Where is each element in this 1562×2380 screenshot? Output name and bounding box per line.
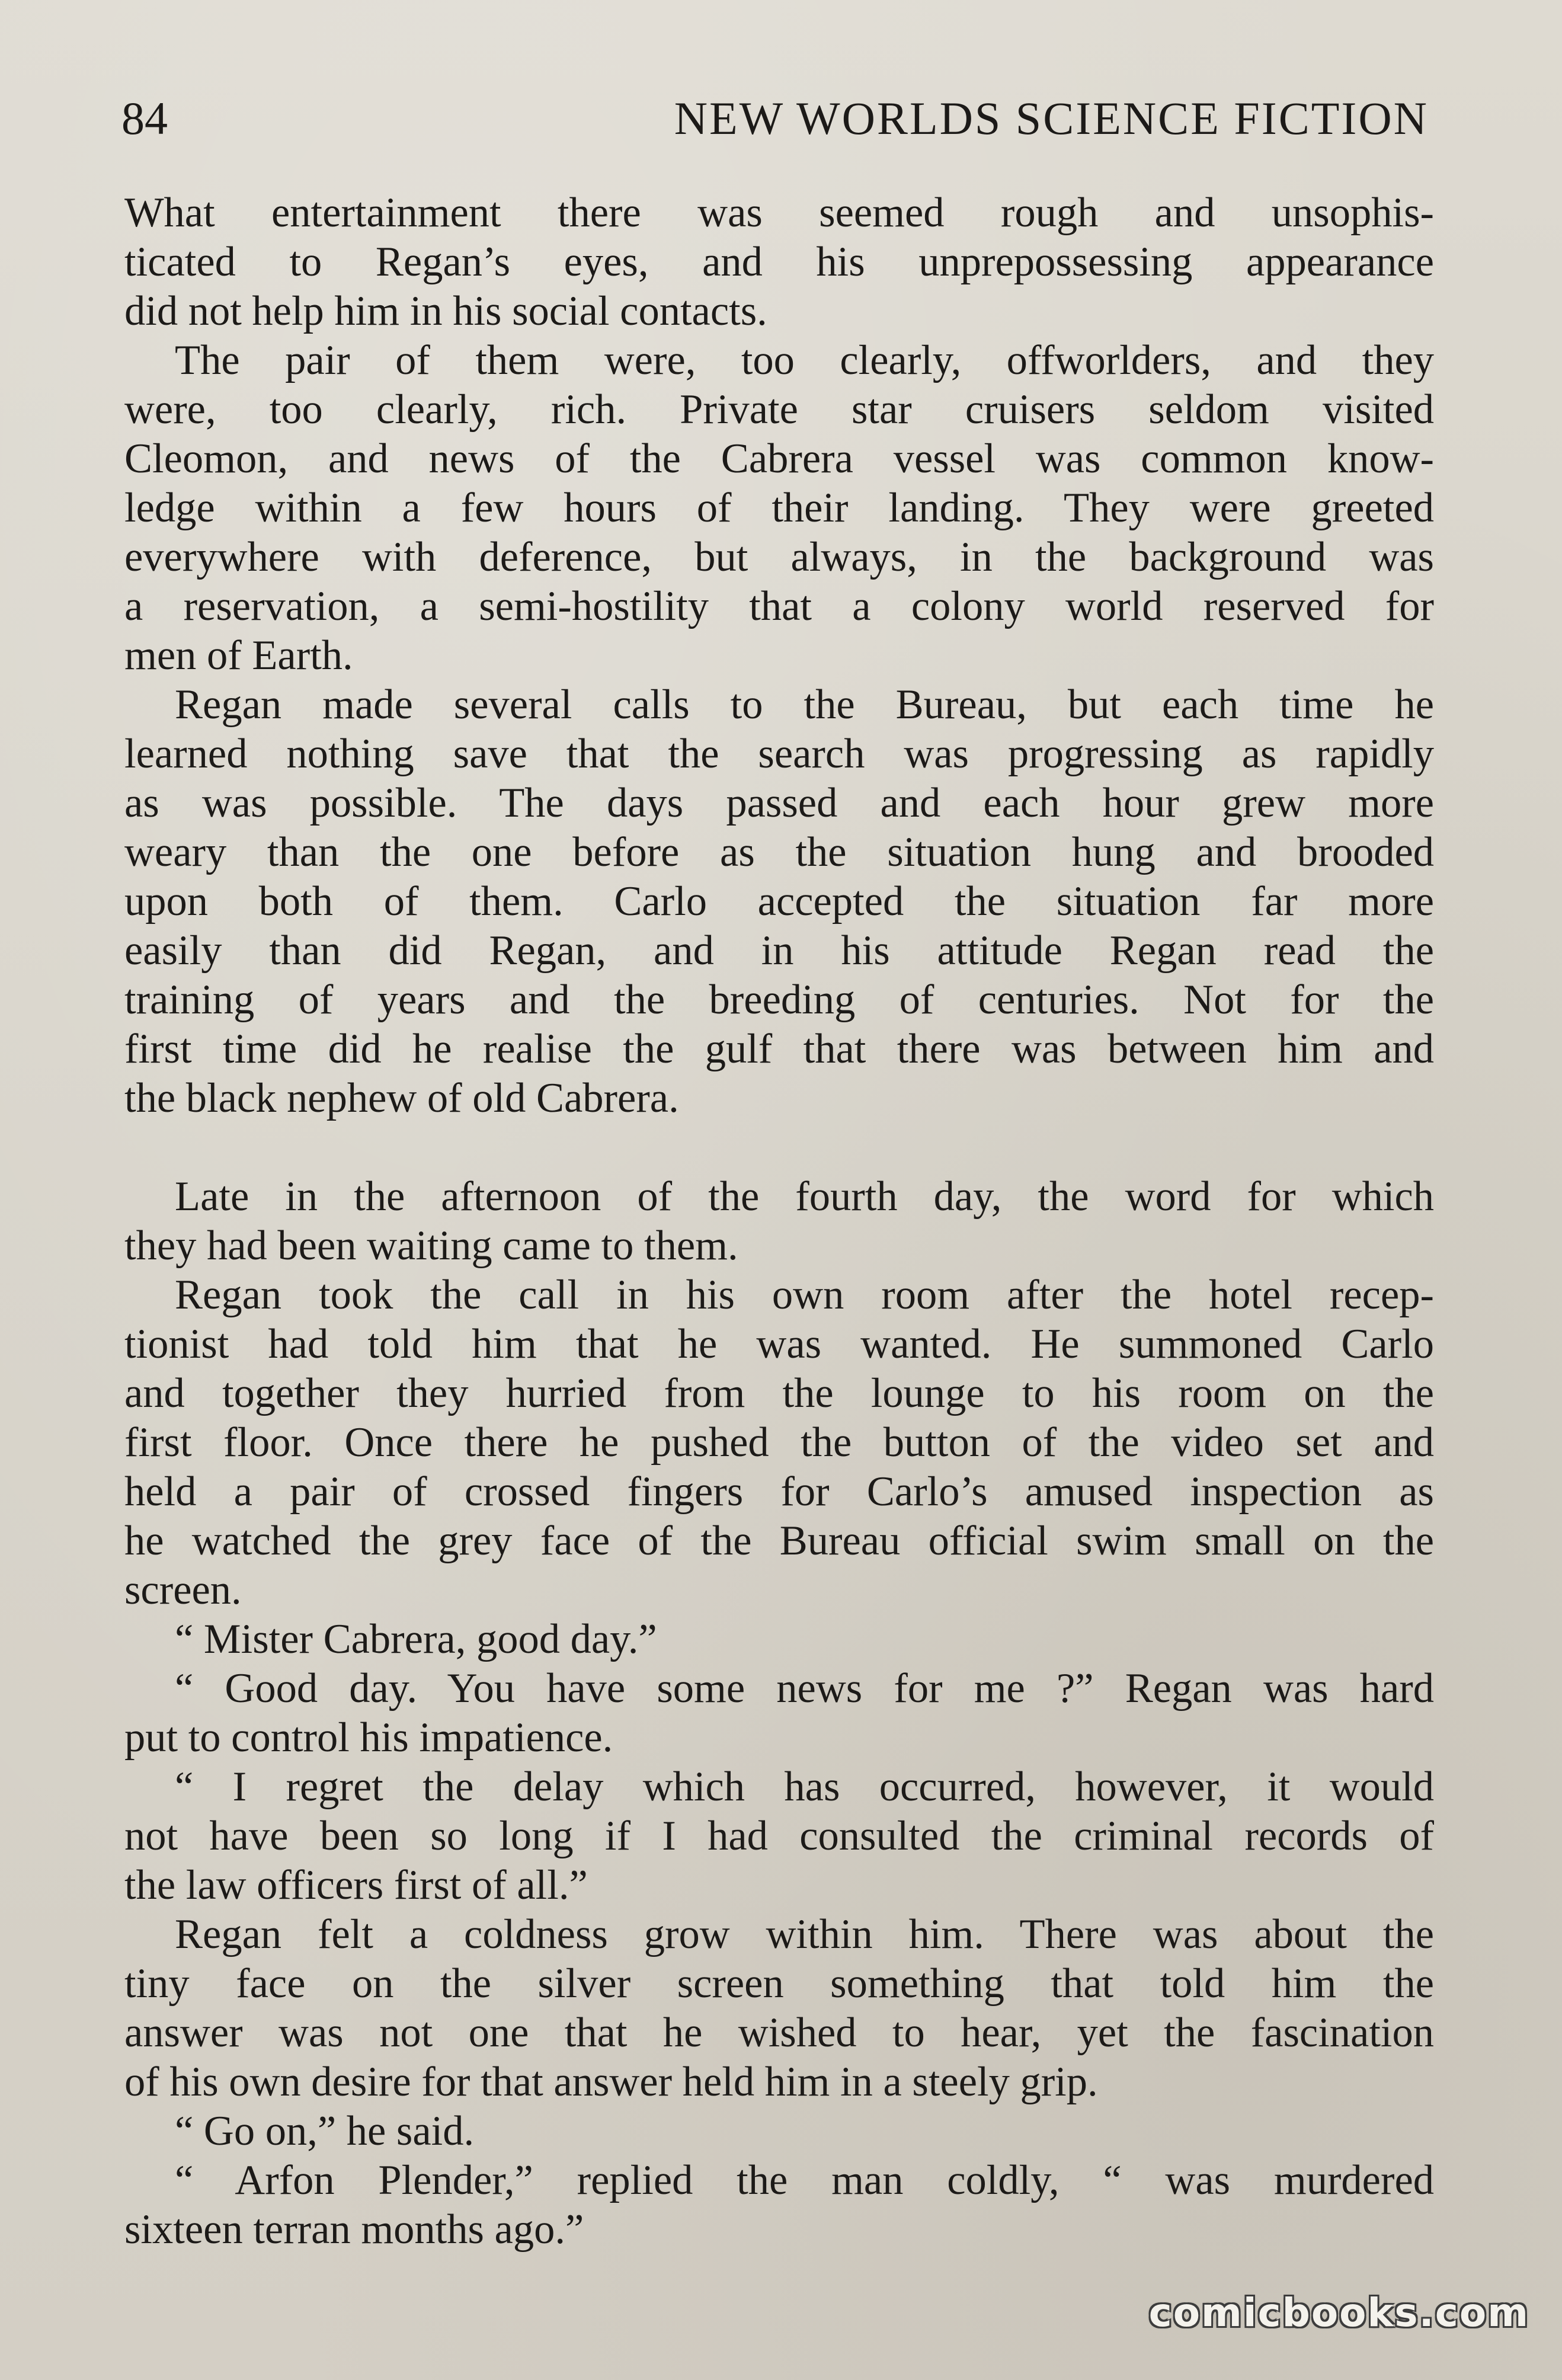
text-line: weary than the one before as the situation hung and brooded xyxy=(124,829,1434,875)
text-line: Regan made several calls to the Bureau, but each time he xyxy=(175,682,1434,728)
text-line: Late in the afternoon of the fourth day, the word for which xyxy=(175,1173,1434,1220)
text-line: “ Mister Cabrera, good day.” xyxy=(175,1616,657,1662)
text-line: “ Arfon Plender,” replied the man coldly, “ was murdered xyxy=(175,2157,1434,2203)
text-line: answer was not one that he wished to hear, yet the fascination xyxy=(124,2010,1434,2056)
text-line: the black nephew of old Cabrera. xyxy=(124,1075,679,1121)
text-line: training of years and the breeding of centuries. Not for the xyxy=(124,977,1434,1023)
text-line: men of Earth. xyxy=(124,632,353,679)
paragraph xyxy=(124,2107,1434,2156)
text-line: tionist had told him that he was wanted. He summoned Carlo xyxy=(124,1321,1434,1367)
text-line: the law officers first of all.” xyxy=(124,1862,588,1908)
text-line: ticated to Regan’s eyes, and his unprepossessing appearance xyxy=(124,239,1434,285)
text-line: learned nothing save that the search was progressing as rapidly xyxy=(124,731,1434,777)
text-line: and together they hurried from the lounge to his room on the xyxy=(124,1370,1434,1416)
text-line: of his own desire for that answer held him in a steely grip. xyxy=(124,2059,1098,2105)
text-line: put to control his impatience. xyxy=(124,1714,613,1761)
text-line: did not help him in his social contacts. xyxy=(124,288,767,334)
paragraph xyxy=(124,1664,1434,1762)
text-line: were, too clearly, rich. Private star cruisers seldom visited xyxy=(124,386,1434,433)
page-number: 84 xyxy=(121,92,168,144)
text-line: “ Go on,” he said. xyxy=(175,2108,475,2154)
text-line: a reservation, a semi-hostility that a colony world reserved for xyxy=(124,583,1434,629)
text-line: as was possible. The days passed and each hour grew more xyxy=(124,780,1434,826)
text-line: he watched the grey face of the Bureau official swim small on the xyxy=(124,1518,1434,1564)
paragraph xyxy=(124,336,1434,680)
paragraph xyxy=(124,2156,1434,2254)
paragraph xyxy=(124,1762,1434,1910)
text-line: Regan took the call in his own room after the hotel recep- xyxy=(175,1272,1434,1318)
page-header xyxy=(121,89,1429,148)
text-line: held a pair of crossed fingers for Carlo’s amused inspection as xyxy=(124,1469,1434,1515)
text-line: they had been waiting came to them. xyxy=(124,1223,738,1269)
running-title: NEW WORLDS SCIENCE FICTION xyxy=(674,92,1429,144)
paragraph xyxy=(124,188,1434,336)
paragraph xyxy=(124,1615,1434,1664)
text-line: upon both of them. Carlo accepted the situation far more xyxy=(124,878,1434,925)
paragraph xyxy=(124,1271,1434,1615)
text-line: Regan felt a coldness grow within him. There was about the xyxy=(175,1911,1434,1957)
text-line: What entertainment there was seemed rough and unsophis- xyxy=(124,190,1434,236)
watermark: comicbooks.com xyxy=(1148,2290,1529,2336)
paragraph xyxy=(124,1172,1434,1271)
body-text xyxy=(124,188,1434,2254)
text-line: tiny face on the silver screen something that told him the xyxy=(124,1960,1434,2007)
text-line: ledge within a few hours of their landing. They were greeted xyxy=(124,485,1434,531)
text-line: “ Good day. You have some news for me ?” Regan was hard xyxy=(175,1665,1434,1712)
text-line: The pair of them were, too clearly, offworlders, and they xyxy=(175,337,1434,383)
text-line: easily than did Regan, and in his attitude Regan read the xyxy=(124,927,1434,974)
text-line: everywhere with deference, but always, in the background was xyxy=(124,534,1434,580)
text-line: not have been so long if I had consulted the criminal records of xyxy=(124,1813,1434,1859)
text-line: screen. xyxy=(124,1567,242,1613)
paragraph xyxy=(124,680,1434,1123)
text-line: Cleomon, and news of the Cabrera vessel was common know- xyxy=(124,436,1434,482)
text-line: sixteen terran months ago.” xyxy=(124,2206,584,2253)
text-line: “ I regret the delay which has occurred, however, it would xyxy=(175,1764,1434,1810)
paragraph xyxy=(124,1910,1434,2107)
section-break xyxy=(124,1123,1434,1172)
text-line: first floor. Once there he pushed the button of the video set and xyxy=(124,1419,1434,1466)
text-line: first time did he realise the gulf that there was between him and xyxy=(124,1026,1434,1072)
